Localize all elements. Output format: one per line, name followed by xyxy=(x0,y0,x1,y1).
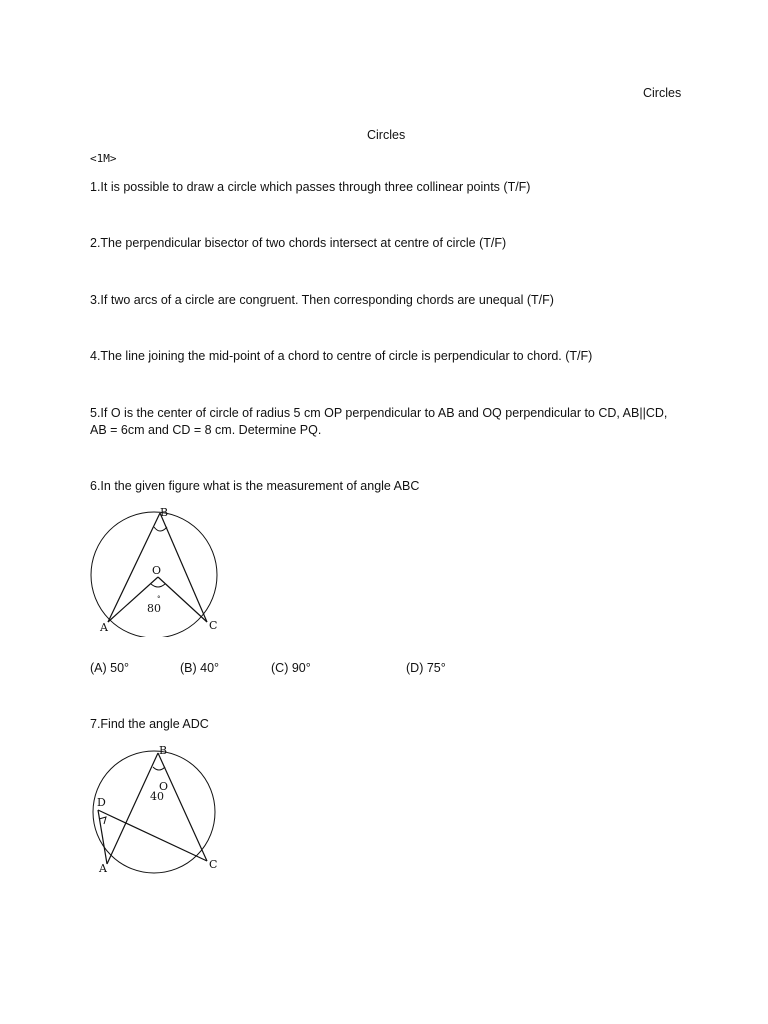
fig6-label-c: C xyxy=(209,619,218,632)
fig6-label-angle: 80 xyxy=(147,602,161,615)
question-3: 3.If two arcs of a circle are congruent. Then corresponding chords are unequal (T/F) xyxy=(90,293,554,307)
fig6-label-b: B xyxy=(160,506,169,519)
option-b: (B) 40° xyxy=(180,661,220,675)
option-a: (A) 50° xyxy=(90,661,130,675)
fig7-label-a: A xyxy=(99,862,107,875)
section-marker: <1M> xyxy=(90,152,117,165)
fig7-label-angle: 40 xyxy=(150,790,164,803)
question-5-line-1: 5.If O is the center of circle of radius 5 cm OP perpendicular to AB and OQ perpendicular to CD, AB||CD, xyxy=(90,406,668,420)
question-7-figure xyxy=(86,742,226,876)
option-c: (C) 90° xyxy=(271,661,311,675)
fig6-radius-oc xyxy=(158,577,207,622)
fig7-label-c: C xyxy=(209,858,218,871)
fig6-angle-arc-b xyxy=(154,527,167,531)
fig7-chord-bc xyxy=(158,753,207,861)
fig7-label-o: O xyxy=(159,780,169,793)
question-1: 1.It is possible to draw a circle which passes through three collinear points (T/F) xyxy=(90,180,531,194)
question-6-figure xyxy=(88,505,228,637)
fig7-chord-ba xyxy=(107,753,158,864)
running-header: Circles xyxy=(643,86,682,100)
fig6-degree-mark: ° xyxy=(157,595,161,603)
fig7-chord-dc xyxy=(98,810,207,861)
fig7-label-b: B xyxy=(159,744,168,757)
option-d: (D) 75° xyxy=(406,661,446,675)
question-2: 2.The perpendicular bisector of two chords intersect at centre of circle (T/F) xyxy=(90,236,507,250)
fig6-label-o: O xyxy=(152,564,162,577)
fig6-angle-arc-o xyxy=(151,584,165,587)
question-4: 4.The line joining the mid-point of a chord to centre of circle is perpendicular to chord. (T/F) xyxy=(90,349,593,363)
fig7-angle-arc-b xyxy=(153,767,165,770)
fig6-chord-bc xyxy=(160,513,207,622)
fig6-radius-oa xyxy=(108,577,158,622)
document-title: Circles xyxy=(367,128,406,142)
question-5-line-2: AB = 6cm and CD = 8 cm. Determine PQ. xyxy=(90,423,322,437)
question-6: 6.In the given figure what is the measurement of angle ABC xyxy=(90,479,420,493)
fig6-label-a: A xyxy=(100,621,108,634)
fig7-label-d: D xyxy=(97,796,106,809)
question-7: 7.Find the angle ADC xyxy=(90,717,209,731)
